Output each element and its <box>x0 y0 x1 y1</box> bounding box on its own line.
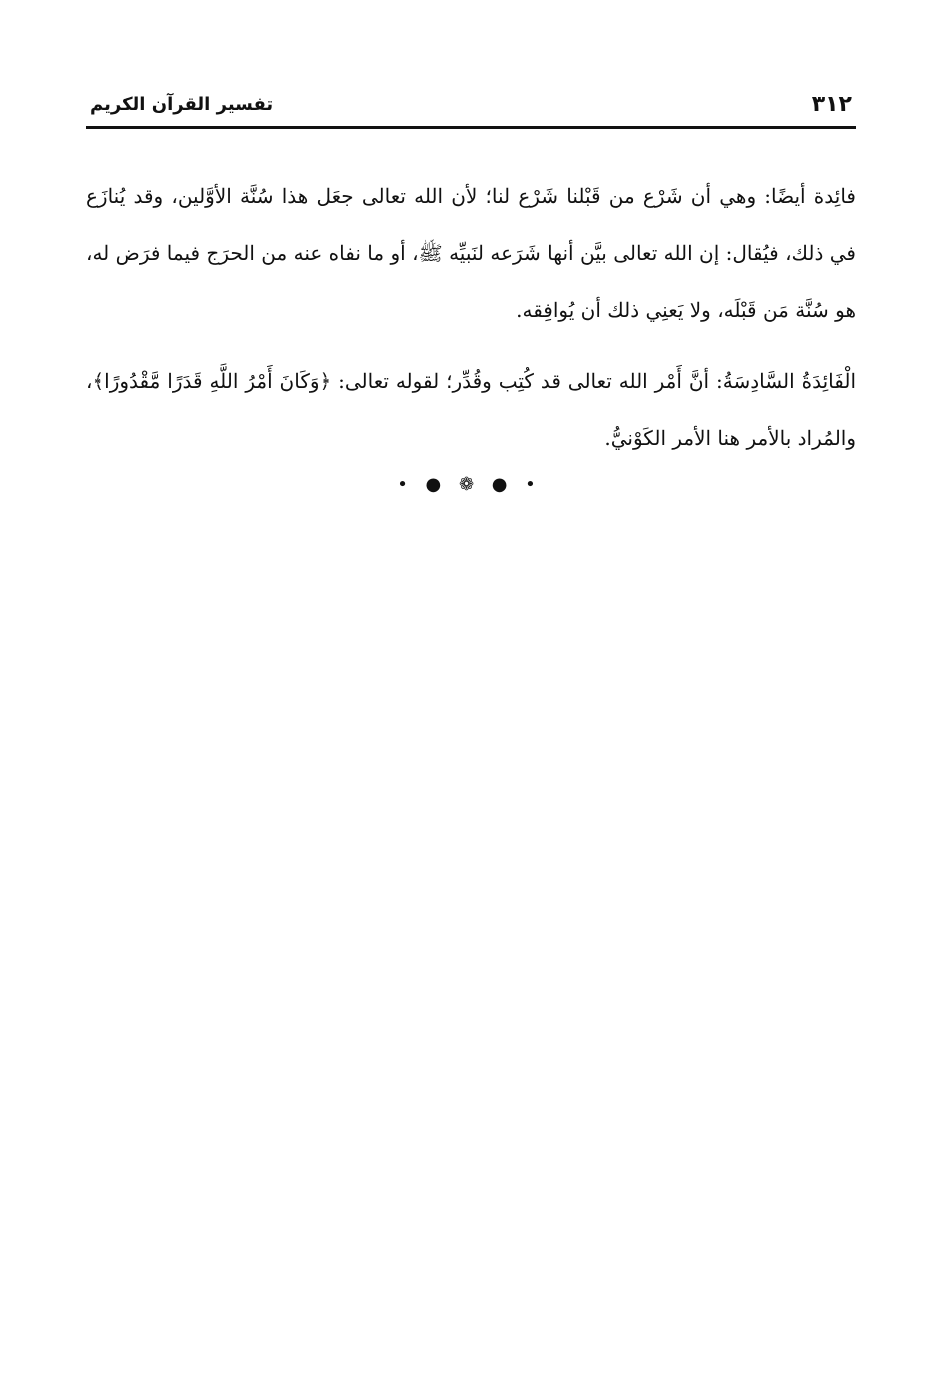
body-text <box>86 168 856 481</box>
paragraph-benefit-6: الْفَائِدَةُ السَّادِسَةُ: أنَّ أَمْر الله تعالى قد كُتِب وقُدِّر؛ لقوله تعالى: ﴿وَكَانَ أَمْرُ اللَّهِ قَدَرًا مَّقْدُورًا﴾، والمُراد بالأمر هنا الأمر الكَوْنيُّ. <box>86 369 856 450</box>
page-number: ٣١٢ <box>811 92 852 117</box>
header-rule <box>86 126 856 129</box>
paragraph-benefit-1: فائِدة أيضًا: وهي أن شَرْع من قَبْلنا شَرْع لنا؛ لأن الله تعالى جعَل هذا سُنَّة الأوَّلين، وقد يُنازَع في ذلك، فيُقال: إن الله تعالى بيَّن أنها شَرَعه لنَبيِّه ﷺ، أو ما نفاه عنه من الحرَج فيما فرَض له، هو سُنَّة مَن قَبْلَه، ولا يَعنِي ذلك أن يُوافِقه. <box>86 184 856 322</box>
running-title: تفسير القرآن الكريم <box>90 94 274 115</box>
page-header <box>86 86 856 126</box>
section-divider-ornament: • ● ❁ ● • <box>397 474 542 495</box>
